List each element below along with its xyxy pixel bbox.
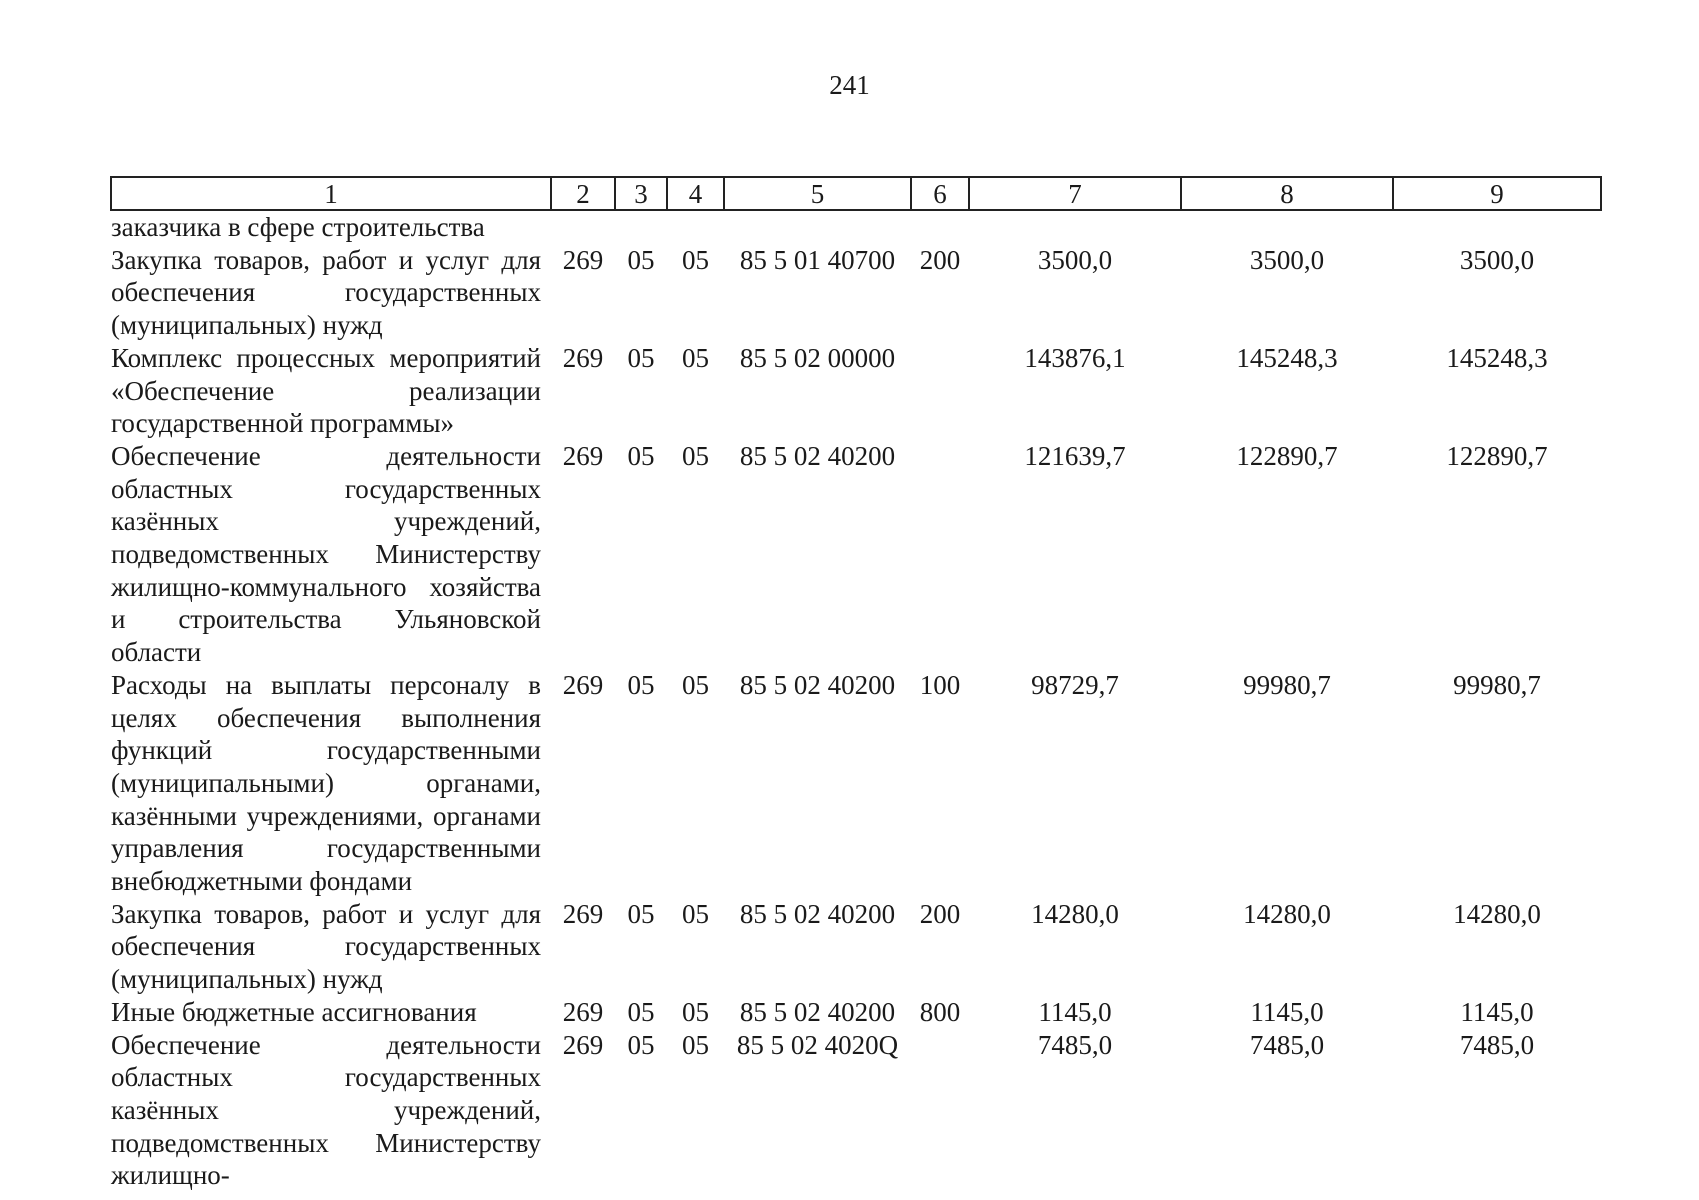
table-row [111,440,1601,669]
table-row [111,996,1601,1029]
column-header: 8 [1181,177,1393,210]
table-row [111,244,1601,342]
subsection-cell: 05 [682,669,709,700]
amount-2025-cell: 122890,7 [1446,440,1548,471]
table-row [111,210,1601,244]
target-article-cell: 85 5 02 40200 [739,898,896,929]
budget-table [110,176,1602,1192]
admin-code-cell: 269 [562,440,604,471]
amount-2023-cell [969,210,1181,244]
row-name-cell: Иные бюджетные ассигнования [111,996,477,1027]
amount-2024-cell: 14280,0 [1243,898,1331,929]
amount-2023-cell: 7485,0 [1037,1029,1113,1060]
target-article-cell: 85 5 02 4020Q [736,1029,899,1060]
expense-type-cell: 200 [919,898,961,929]
row-name-cell: Закупка товаров, работ и услуг для обеспечения государственных (муниципальных) нужд [111,244,541,341]
admin-code-cell: 269 [562,1029,604,1060]
amount-2024-cell: 3500,0 [1249,244,1325,275]
target-article-cell: 85 5 02 40200 [739,996,896,1027]
admin-code-cell [551,210,615,244]
amount-2023-cell: 3500,0 [1037,244,1113,275]
section-cell: 05 [627,342,655,373]
subsection-cell: 05 [682,1029,709,1060]
target-article-cell [724,210,911,244]
row-name-cell: Закупка товаров, работ и услуг для обеспечения государственных (муниципальных) нужд [111,898,541,995]
amount-2025-cell: 1145,0 [1460,996,1534,1027]
amount-2023-cell: 1145,0 [1038,996,1112,1027]
expense-type-cell [911,1029,969,1193]
table-row [111,898,1601,996]
row-name-cell: Расходы на выплаты персоналу в целях обеспечения выполнения функций государственными (муниципальными) органами, казёнными учреждениями, органами управления государственными внебюджетными фондами [111,669,541,897]
subsection-cell [667,210,724,244]
column-header: 5 [724,177,911,210]
target-article-cell: 85 5 02 40200 [739,669,896,700]
amount-2023-cell: 98729,7 [1031,669,1119,700]
expense-type-cell: 100 [919,669,961,700]
row-name-cell: Комплекс процессных мероприятий «Обеспечение реализации государственной программы» [111,342,541,439]
column-header: 3 [615,177,667,210]
subsection-cell: 05 [682,996,709,1027]
section-cell: 05 [627,669,655,700]
amount-2024-cell: 145248,3 [1236,342,1338,373]
amount-2024-cell: 122890,7 [1236,440,1338,471]
section-cell: 05 [627,898,655,929]
table-row [111,1029,1601,1193]
column-header: 7 [969,177,1181,210]
section-cell: 05 [627,244,655,275]
section-cell: 05 [627,440,655,471]
expense-type-cell [911,440,969,669]
amount-2023-cell: 14280,0 [1031,898,1119,929]
amount-2023-cell: 143876,1 [1024,342,1126,373]
amount-2025-cell: 3500,0 [1459,244,1535,275]
amount-2024-cell: 99980,7 [1243,669,1331,700]
amount-2025-cell: 14280,0 [1453,898,1541,929]
admin-code-cell: 269 [562,244,604,275]
amount-2025-cell: 145248,3 [1446,342,1548,373]
column-header: 1 [111,177,551,210]
admin-code-cell: 269 [562,342,604,373]
page-number: 241 [829,70,870,100]
admin-code-cell: 269 [562,669,604,700]
amount-2024-cell: 7485,0 [1249,1029,1325,1060]
admin-code-cell: 269 [562,898,604,929]
amount-2025-cell: 99980,7 [1453,669,1541,700]
row-name-cell: Обеспечение деятельности областных государственных казённых учреждений, подведомственных Министерству жилищно- [111,1029,541,1191]
table-body [111,210,1601,1192]
row-name-cell: Обеспечение деятельности областных государственных казённых учреждений, подведомственных Министерству жилищно-коммунального хозяйства и строительства Ульяновской области [111,440,541,668]
section-cell: 05 [627,996,655,1027]
target-article-cell: 85 5 02 40200 [739,440,896,471]
table-row [111,342,1601,440]
expense-type-cell: 800 [919,996,961,1027]
row-name-cell: заказчика в сфере строительства [111,212,485,242]
table-row [111,669,1601,898]
column-header: 6 [911,177,969,210]
amount-2023-cell: 121639,7 [1024,440,1126,471]
table-header-row [111,177,1601,210]
amount-2024-cell: 1145,0 [1250,996,1324,1027]
section-cell [615,210,667,244]
admin-code-cell: 269 [562,996,604,1027]
subsection-cell: 05 [682,342,709,373]
section-cell: 05 [627,1029,655,1060]
expense-type-cell [911,342,969,440]
amount-2025-cell [1393,210,1601,244]
expense-type-cell [911,210,969,244]
amount-2025-cell: 7485,0 [1459,1029,1535,1060]
target-article-cell: 85 5 02 00000 [739,342,896,373]
column-header: 9 [1393,177,1601,210]
subsection-cell: 05 [682,440,709,471]
subsection-cell: 05 [682,244,709,275]
subsection-cell: 05 [682,898,709,929]
amount-2024-cell [1181,210,1393,244]
column-header: 2 [551,177,615,210]
expense-type-cell: 200 [919,244,961,275]
target-article-cell: 85 5 01 40700 [739,244,896,275]
column-header: 4 [667,177,724,210]
